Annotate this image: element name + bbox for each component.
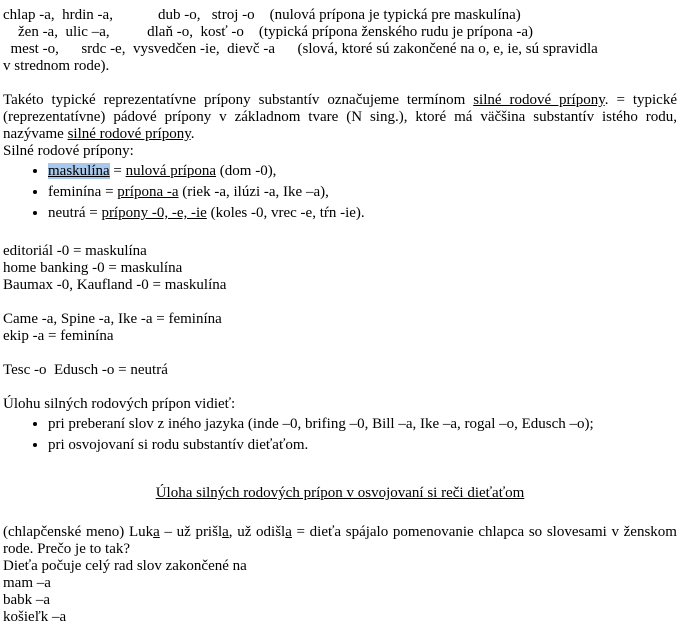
- underlined-letter: a: [153, 524, 160, 540]
- neutra-example: Tesc -o Edusch -o = neutrá: [3, 362, 168, 378]
- text-segment: (riek -a, ilúzi -a, Ike –a),: [178, 184, 329, 200]
- text-segment: neutrá =: [48, 205, 102, 221]
- masculina-example: editoriál -0 = maskulína: [3, 243, 147, 259]
- masculina-example: home banking -0 = maskulína: [3, 260, 183, 276]
- list-item-borrowing: • pri preberaní slov z iného jazyka (inde –0, brifing –0, Bill –a, Ike –a, rogal –o, Edusch –o);: [48, 416, 677, 433]
- definition-paragraph: [3, 92, 677, 143]
- underlined-term: nulová prípona: [125, 163, 217, 179]
- underlined-letter: a: [285, 524, 292, 540]
- example-row-feminine: žen -a, ulic –a, dlaň -o, kosť -o (typická prípona ženského rudu je prípona -a): [3, 24, 533, 40]
- section-heading-text: Úloha silných rodových prípon v osvojovaní si reči dieťaťom: [155, 485, 525, 501]
- blank-line: [3, 75, 677, 92]
- text-segment: . = typické (reprezentatívne) pádové prípony v základnom tvare (N sing.), ktoré má väčšina substantív istého rodu, nazývame: [3, 92, 677, 142]
- section-heading: [3, 485, 677, 502]
- list-item-neutra: [48, 205, 677, 222]
- example-row-neuter: mest -o, srdc -e, vysvedčen -ie, dievč -a (slová, ktoré sú zakončené na o, e, ie, sú spravidla: [3, 41, 598, 57]
- underlined-term: prípony -0, -e, -ie: [101, 205, 207, 221]
- blank-line: [3, 226, 677, 243]
- role-intro: Úlohu silných rodových prípon vidieť:: [3, 396, 236, 412]
- blank-line: [3, 379, 677, 396]
- suffix-bullet-list: [3, 163, 677, 222]
- example-row-masculine: chlap -a, hrdin -a, dub -o, stroj -o (nulová prípona je typická pre maskulína): [3, 7, 521, 23]
- highlighted-term: maskulína: [48, 163, 110, 179]
- list-item-masculina: [48, 163, 677, 180]
- role-bullet-list: [3, 416, 677, 454]
- feminina-example: ekip -a = feminína: [3, 328, 114, 344]
- text-segment: =: [109, 163, 126, 179]
- text-segment: , už odišl: [228, 524, 286, 540]
- text-segment: (dom -0),: [216, 163, 277, 179]
- list-intro: Silné rodové prípony:: [3, 143, 134, 159]
- example-row-neuter-cont: v strednom rode).: [3, 58, 110, 74]
- blank-line: [3, 458, 677, 475]
- text-segment: (koles -0, vrec -e, tŕn -ie).: [206, 205, 365, 221]
- underlined-term: silné rodové prípony: [473, 92, 605, 108]
- underlined-term: silné rodové prípony: [67, 126, 191, 142]
- underlined-term: prípona -a: [117, 184, 179, 200]
- blank-line: [3, 345, 677, 362]
- list-item-acquisition: • pri osvojovaní si rodu substantív dieťaťom.: [48, 437, 677, 454]
- list-item-feminina: [48, 184, 677, 201]
- luka-paragraph: [3, 524, 677, 558]
- hears-word: babk –a: [3, 592, 51, 608]
- hears-word: košieľk –a: [3, 609, 67, 625]
- masculina-example: Baumax -0, Kaufland -0 = maskulína: [3, 277, 227, 293]
- text-segment: Takéto typické reprezentatívne prípony substantív označujeme termínom: [3, 92, 474, 108]
- text-segment: .: [190, 126, 195, 142]
- hears-word: mam –a: [3, 575, 51, 591]
- text-segment: = dieťa spájalo pomenovanie chlapca so slovesami v ženskom rode. Prečo je to tak?: [3, 524, 677, 557]
- hears-intro: Dieťa počuje celý rad slov zakončené na: [3, 558, 247, 574]
- feminina-example: Came -a, Spine -a, Ike -a = feminína: [3, 311, 222, 327]
- underlined-letter: a: [222, 524, 229, 540]
- blank-line: [3, 294, 677, 311]
- text-segment: (chlapčenské meno) Luk: [3, 524, 154, 540]
- text-segment: feminína =: [48, 184, 118, 200]
- text-segment: – už prišl: [159, 524, 223, 540]
